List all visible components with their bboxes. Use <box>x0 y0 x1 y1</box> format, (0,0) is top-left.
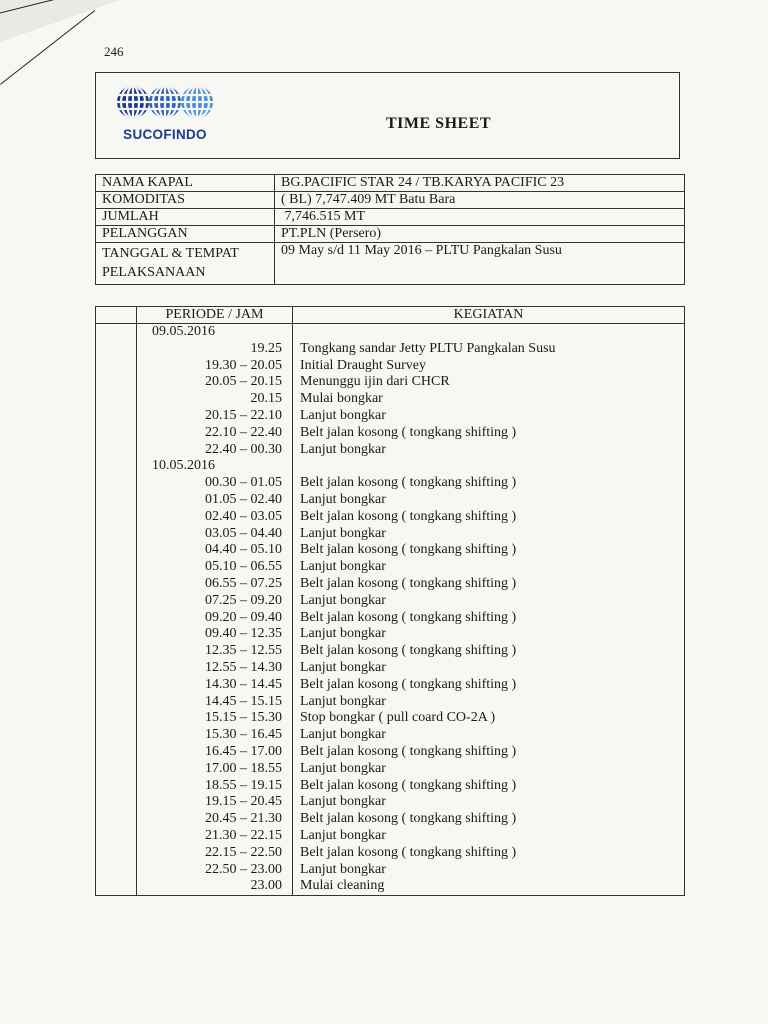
log-time: 16.45 – 17.00 <box>137 744 293 761</box>
log-row <box>96 727 685 744</box>
log-row <box>96 643 685 660</box>
info-label: KOMODITAS <box>96 192 275 209</box>
log-row <box>96 374 685 391</box>
blank-cell <box>96 492 137 509</box>
blank-cell <box>96 458 137 475</box>
log-time: 14.30 – 14.45 <box>137 677 293 694</box>
blank-cell <box>96 526 137 543</box>
info-label: PELANGGAN <box>96 226 275 243</box>
blank-cell <box>96 391 137 408</box>
log-time: 03.05 – 04.40 <box>137 526 293 543</box>
log-activity: Belt jalan kosong ( tongkang shifting ) <box>293 677 685 694</box>
log-time: 22.10 – 22.40 <box>137 425 293 442</box>
log-activity: Lanjut bongkar <box>293 492 685 509</box>
blank-cell <box>96 778 137 795</box>
blank-cell <box>96 761 137 778</box>
blank-cell <box>96 593 137 610</box>
log-time: 09.40 – 12.35 <box>137 626 293 643</box>
log-row <box>96 559 685 576</box>
info-label: JUMLAH <box>96 209 275 226</box>
log-row <box>96 542 685 559</box>
info-label: NAMA KAPAL <box>96 175 275 192</box>
log-time: 20.05 – 20.15 <box>137 374 293 391</box>
info-value: PT.PLN (Persero) <box>275 226 685 243</box>
log-row <box>96 761 685 778</box>
blank-cell <box>96 324 137 341</box>
blank-cell <box>96 727 137 744</box>
blank-cell <box>96 811 137 828</box>
log-row <box>96 475 685 492</box>
log-activity: Lanjut bongkar <box>293 694 685 711</box>
log-row <box>96 694 685 711</box>
blank-cell <box>96 660 137 677</box>
log-row <box>96 492 685 509</box>
log-activity: Stop bongkar ( pull coard CO-2A ) <box>293 710 685 727</box>
log-activity: Lanjut bongkar <box>293 593 685 610</box>
blank-cell <box>96 794 137 811</box>
log-row <box>96 526 685 543</box>
info-value: 7,746.515 MT <box>275 209 685 226</box>
log-activity: Lanjut bongkar <box>293 408 685 425</box>
log-row <box>96 442 685 459</box>
log-activity: Initial Draught Survey <box>293 358 685 375</box>
log-time: 20.15 – 22.10 <box>137 408 293 425</box>
log-date-row <box>96 324 685 341</box>
blank-cell <box>96 576 137 593</box>
log-time: 15.15 – 15.30 <box>137 710 293 727</box>
log-time: 19.30 – 20.05 <box>137 358 293 375</box>
blank-cell <box>96 475 137 492</box>
log-activity: Lanjut bongkar <box>293 828 685 845</box>
info-label-line: PELAKSANAAN <box>102 265 206 280</box>
log-row <box>96 710 685 727</box>
log-row <box>96 425 685 442</box>
log-row <box>96 341 685 358</box>
globe-logo-icon <box>109 85 221 125</box>
log-time: 07.25 – 09.20 <box>137 593 293 610</box>
blank-cell <box>96 878 137 895</box>
info-row <box>96 243 685 285</box>
log-activity: Lanjut bongkar <box>293 559 685 576</box>
log-activity: Belt jalan kosong ( tongkang shifting ) <box>293 845 685 862</box>
blank-cell <box>96 509 137 526</box>
log-activity: Mulai bongkar <box>293 391 685 408</box>
log-time: 23.00 <box>137 878 293 895</box>
log-time: 04.40 – 05.10 <box>137 542 293 559</box>
log-row <box>96 677 685 694</box>
log-row <box>96 845 685 862</box>
log-time: 06.55 – 07.25 <box>137 576 293 593</box>
blank-cell <box>96 677 137 694</box>
log-activity: Lanjut bongkar <box>293 660 685 677</box>
info-row <box>96 175 685 192</box>
log-activity: Lanjut bongkar <box>293 794 685 811</box>
info-row <box>96 209 685 226</box>
log-date: 10.05.2016 <box>137 458 293 475</box>
info-row <box>96 192 685 209</box>
log-activity: Menunggu ijin dari CHCR <box>293 374 685 391</box>
log-time: 17.00 – 18.55 <box>137 761 293 778</box>
blank-cell <box>96 542 137 559</box>
log-activity: Lanjut bongkar <box>293 626 685 643</box>
log-activity: Lanjut bongkar <box>293 442 685 459</box>
log-row <box>96 391 685 408</box>
logo-wordmark: SUCOFINDO <box>123 127 207 142</box>
log-activity <box>293 458 685 475</box>
log-activity: Belt jalan kosong ( tongkang shifting ) <box>293 475 685 492</box>
log-date: 09.05.2016 <box>137 324 293 341</box>
log-activity: Lanjut bongkar <box>293 761 685 778</box>
column-header-activity: KEGIATAN <box>293 307 685 324</box>
document-title: TIME SHEET <box>386 115 492 132</box>
info-value: BG.PACIFIC STAR 24 / TB.KARYA PACIFIC 23 <box>275 175 685 192</box>
info-label-line: TANGGAL & TEMPAT <box>102 246 239 261</box>
log-activity: Belt jalan kosong ( tongkang shifting ) <box>293 542 685 559</box>
log-time: 22.40 – 00.30 <box>137 442 293 459</box>
log-row <box>96 358 685 375</box>
log-activity: Belt jalan kosong ( tongkang shifting ) <box>293 778 685 795</box>
log-row <box>96 576 685 593</box>
log-time: 22.15 – 22.50 <box>137 845 293 862</box>
log-row <box>96 811 685 828</box>
blank-cell <box>96 862 137 879</box>
blank-cell <box>96 425 137 442</box>
log-time: 01.05 – 02.40 <box>137 492 293 509</box>
log-row <box>96 778 685 795</box>
column-header-period: PERIODE / JAM <box>137 307 293 324</box>
log-activity <box>293 324 685 341</box>
blank-cell <box>96 374 137 391</box>
info-value: ( BL) 7,747.409 MT Batu Bara <box>275 192 685 209</box>
log-row <box>96 794 685 811</box>
log-time: 20.45 – 21.30 <box>137 811 293 828</box>
log-activity: Belt jalan kosong ( tongkang shifting ) <box>293 610 685 627</box>
info-label <box>96 243 275 285</box>
log-time: 14.45 – 15.15 <box>137 694 293 711</box>
log-date-row <box>96 458 685 475</box>
log-activity: Belt jalan kosong ( tongkang shifting ) <box>293 509 685 526</box>
log-row <box>96 593 685 610</box>
log-activity: Mulai cleaning <box>293 878 685 895</box>
blank-cell <box>96 442 137 459</box>
log-header-row <box>96 307 685 324</box>
log-activity: Belt jalan kosong ( tongkang shifting ) <box>293 576 685 593</box>
log-activity: Belt jalan kosong ( tongkang shifting ) <box>293 744 685 761</box>
log-time: 02.40 – 03.05 <box>137 509 293 526</box>
blank-cell <box>96 408 137 425</box>
blank-cell <box>96 643 137 660</box>
log-activity: Belt jalan kosong ( tongkang shifting ) <box>293 425 685 442</box>
blank-cell <box>96 610 137 627</box>
log-row <box>96 509 685 526</box>
blank-cell <box>96 845 137 862</box>
activity-log-table <box>95 306 685 896</box>
log-row <box>96 610 685 627</box>
log-time: 05.10 – 06.55 <box>137 559 293 576</box>
log-time: 12.35 – 12.55 <box>137 643 293 660</box>
log-time: 18.55 – 19.15 <box>137 778 293 795</box>
log-time: 20.15 <box>137 391 293 408</box>
log-row <box>96 626 685 643</box>
log-activity: Lanjut bongkar <box>293 862 685 879</box>
blank-cell <box>96 828 137 845</box>
blank-cell <box>96 341 137 358</box>
log-time: 19.15 – 20.45 <box>137 794 293 811</box>
page-number: 246 <box>104 44 124 59</box>
log-time: 09.20 – 09.40 <box>137 610 293 627</box>
log-activity: Belt jalan kosong ( tongkang shifting ) <box>293 643 685 660</box>
log-activity: Lanjut bongkar <box>293 526 685 543</box>
log-activity: Lanjut bongkar <box>293 727 685 744</box>
log-body <box>96 324 685 896</box>
log-time: 21.30 – 22.15 <box>137 828 293 845</box>
log-time: 19.25 <box>137 341 293 358</box>
blank-cell <box>96 744 137 761</box>
blank-cell <box>96 559 137 576</box>
vessel-info-table <box>95 174 685 285</box>
log-row <box>96 862 685 879</box>
log-time: 00.30 – 01.05 <box>137 475 293 492</box>
document-header <box>95 72 680 159</box>
sucofindo-logo <box>109 85 219 145</box>
info-value: 09 May s/d 11 May 2016 – PLTU Pangkalan Susu <box>275 243 685 285</box>
log-activity: Tongkang sandar Jetty PLTU Pangkalan Susu <box>293 341 685 358</box>
log-time: 15.30 – 16.45 <box>137 727 293 744</box>
log-activity: Belt jalan kosong ( tongkang shifting ) <box>293 811 685 828</box>
log-time: 22.50 – 23.00 <box>137 862 293 879</box>
log-time: 12.55 – 14.30 <box>137 660 293 677</box>
blank-cell <box>96 626 137 643</box>
blank-cell <box>96 710 137 727</box>
info-row <box>96 226 685 243</box>
blank-header-cell <box>96 307 137 324</box>
log-row <box>96 878 685 895</box>
log-row <box>96 744 685 761</box>
blank-cell <box>96 358 137 375</box>
log-row <box>96 660 685 677</box>
blank-cell <box>96 694 137 711</box>
log-row <box>96 828 685 845</box>
log-row <box>96 408 685 425</box>
